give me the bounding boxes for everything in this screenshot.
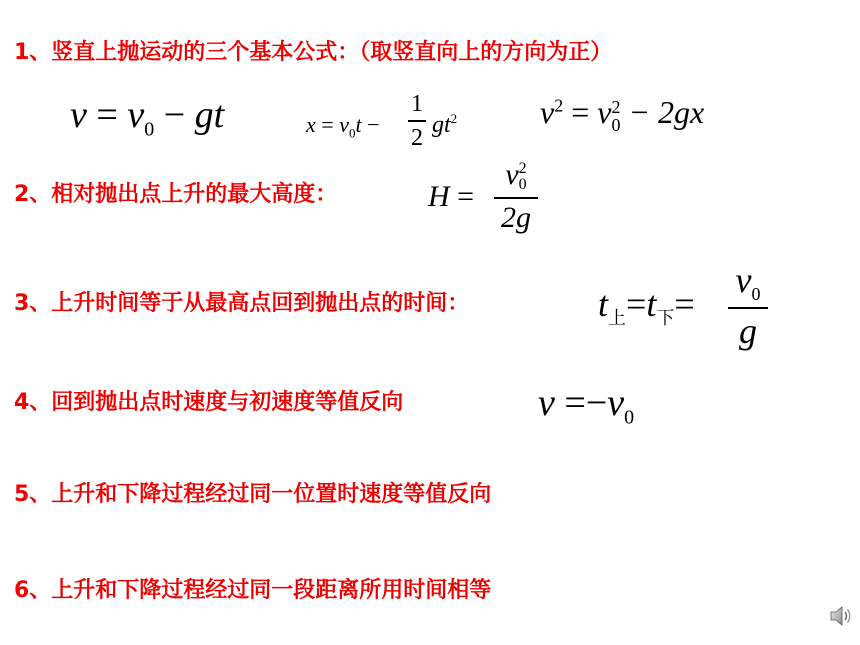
fraction-bar [728,307,768,309]
formula-displacement [306,114,380,139]
formula-symbol: t [598,284,609,324]
fraction-bar [494,197,538,199]
fraction-numerator [505,160,526,193]
formula-symbol: v [540,94,555,130]
fraction-bar [408,120,426,122]
fraction-numerator [736,262,761,303]
formula-subscript: 0 [144,118,155,141]
formula-symbol: v [607,382,625,424]
formula-superscript: 2 [554,95,564,116]
formula-fraction-half [408,92,426,150]
formula-subscript: 0 [751,284,761,305]
formula-operator: = [564,382,586,424]
fraction-denominator: 2g [501,200,531,234]
formula-gt-squared [432,112,457,137]
formula-symbol: v [538,382,555,424]
formula-velocity-squared [540,96,704,134]
formula-symbol: v [339,112,349,137]
formula-symbol: t [355,112,362,137]
formula-operator: − [163,94,186,136]
formula-symbol: H [428,180,450,213]
heading-5: 5、上升和下降过程经过同一位置时速度等值反向 [14,482,492,507]
formula-operator: − [585,382,608,424]
formula-subscript: 0 [518,176,527,194]
formula-subscript: 下 [656,308,675,330]
heading-6: 6、上升和下降过程经过同一段距离所用时间相等 [14,578,492,603]
formula-max-height-fraction [494,160,538,233]
formula-operator: − [367,112,380,137]
heading-2: 2、相对抛出点上升的最大高度： [14,182,338,207]
formula-superscript: 2 [611,96,621,117]
formula-operator: = [571,94,590,130]
formula-operator: = [626,284,647,324]
formula-symbol: v [70,94,87,136]
formula-subscript: 0 [611,114,621,135]
formula-rise-time [598,286,695,328]
formula-symbol: v [735,260,752,300]
fraction-numerator: 1 [411,91,423,117]
formula-symbol: x [306,112,316,137]
formula-operator: = [96,94,118,136]
formula-superscript: 2 [518,160,527,178]
formula-symbol: v [505,158,519,191]
formula-operator: = [457,180,475,213]
formula-return-velocity [538,384,634,428]
formula-symbol: gt [194,94,225,136]
formula-subscript: 0 [348,125,356,141]
formula-subscript: 0 [624,406,635,429]
heading-4: 4、回到抛出点时速度与初速度等值反向 [14,390,404,415]
heading-3: 3、上升时间等于从最高点回到抛出点的时间： [14,291,470,316]
formula-symbol: v [127,94,145,136]
formula-symbol: gt [432,112,451,138]
speaker-icon-graphic [828,603,854,629]
formula-max-height-lhs [428,182,474,212]
formula-symbol: v [597,94,612,130]
formula-rise-time-fraction [728,262,768,349]
formula-superscript: 2 [450,111,458,126]
fraction-denominator: g [739,310,757,351]
formula-velocity [70,96,224,140]
speaker-icon[interactable] [828,603,854,633]
formula-symbol: t [646,284,657,324]
formula-operator: = [321,112,334,137]
formula-symbol: − 2gx [628,94,705,130]
formula-subscript: 上 [608,308,627,330]
formula-operator: = [674,284,695,324]
fraction-denominator: 2 [411,124,423,151]
heading-1: 1、竖直上抛运动的三个基本公式：（取竖直向上的方向为正） [14,40,613,65]
